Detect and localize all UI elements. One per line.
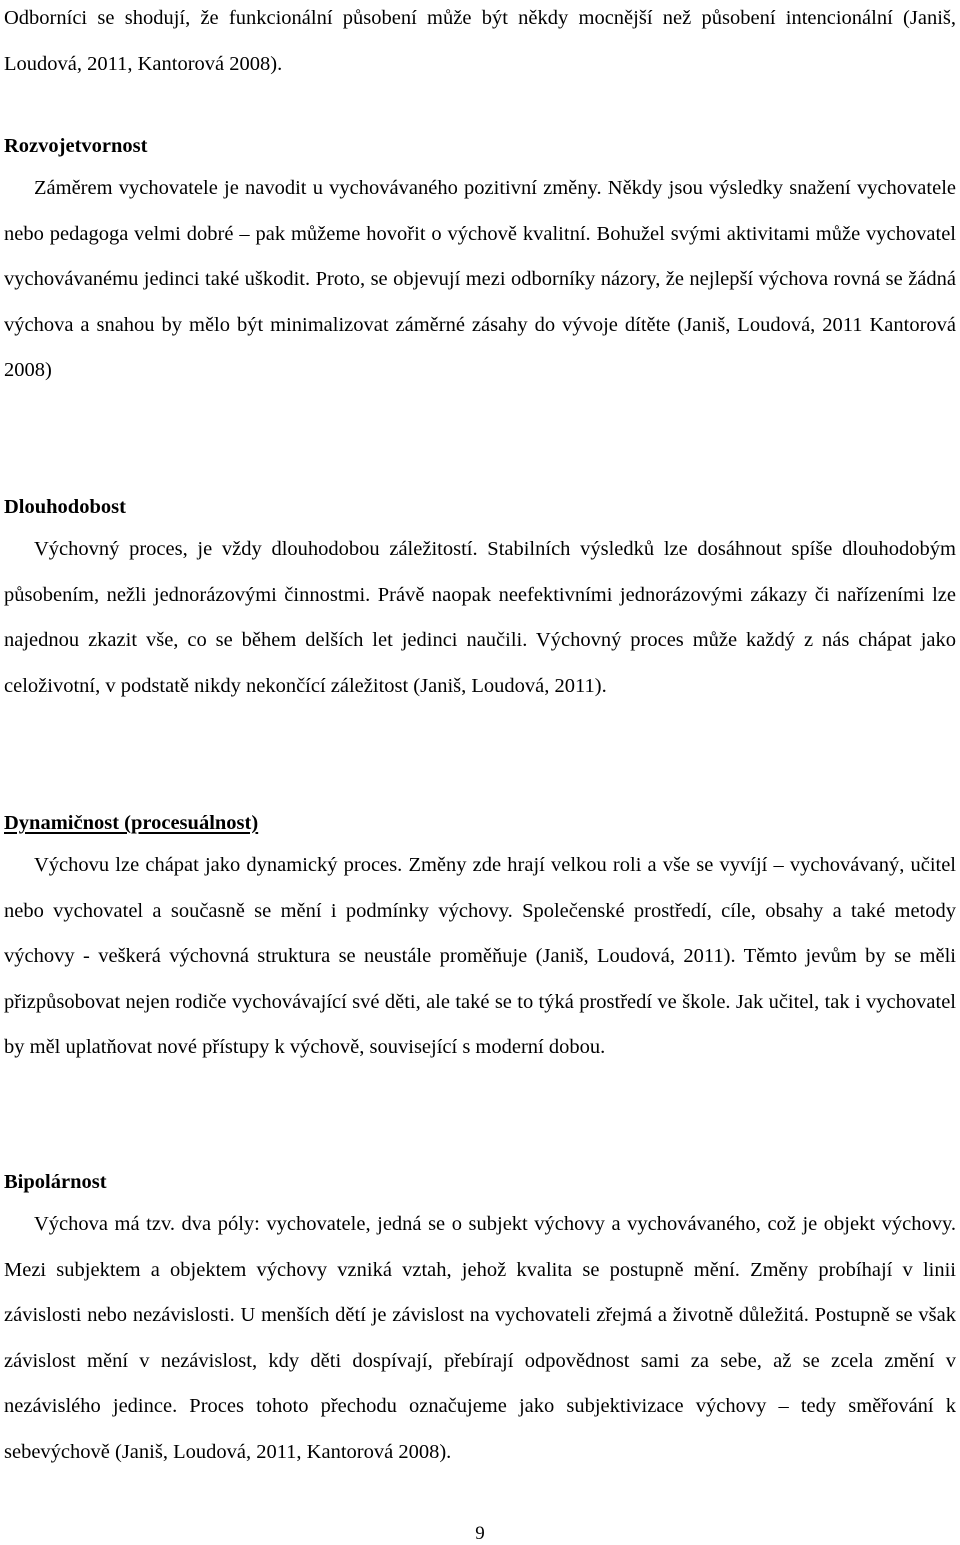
heading-dynamicnost: Dynamičnost (procesuálnost) bbox=[4, 812, 259, 834]
section-dynamicnost bbox=[4, 843, 956, 1071]
intro-paragraph: Odborníci se shodují, že funkcionální působení může být někdy mocnější než působení intencionální (Janiš, Loudová, 2011, Kantorová 2008). bbox=[4, 7, 956, 75]
section-bipolarnost bbox=[4, 1202, 956, 1475]
paragraph-rozvojetvornost: Záměrem vychovatele je navodit u vychovávaného pozitivní změny. Někdy jsou výsledky snažení vychovatele nebo pedagoga velmi dobré – pak můžeme hovořit o výchově kvalitní. Bohužel svými aktivitami může vychovatel vychovávanému jedinci také uškodit. Proto, se objevují mezi odborníky názory, že nejlepší výchova rovná se žádná výchova a snahou by mělo být minimalizovat záměrné zásahy do vývoje dítěte (Janiš, Loudová, 2011 Kantorová 2008) bbox=[4, 177, 956, 381]
section-dlouhodobost bbox=[4, 527, 956, 709]
paragraph-bipolarnost: Výchova má tzv. dva póly: vychovatele, jedná se o subjekt výchovy a vychovávaného, což je objekt výchovy. Mezi subjektem a objektem výchovy vzniká vztah, jehož kvalita se postupně mění. Změny probíhají v linii závislosti nebo nezávislosti. U menších dětí je závislost na vychovateli zřejmá a životně důležitá. Postupně se však závislost mění v nezávislost, kdy děti dospívají, přebírají odpovědnost sami za sebe, až se zcela změní v nezávislého jedince. Proces tohoto přechodu označujeme jako subjektivizace výchovy – tedy směřování k sebevýchově (Janiš, Loudová, 2011, Kantorová 2008). bbox=[4, 1213, 956, 1463]
intro-block bbox=[4, 0, 956, 87]
heading-dlouhodobost: Dlouhodobost bbox=[4, 496, 126, 518]
paragraph-dlouhodobost: Výchovný proces, je vždy dlouhodobou záležitostí. Stabilních výsledků lze dosáhnout spíše dlouhodobým působením, nežli jednorázovými činnostmi. Právě naopak neefektivními jednorázovými zákazy či nařízeními lze najednou zkazit vše, co se během delších let jedinci naučili. Výchovný proces může každý z nás chápat jako celoživotní, v podstatě nikdy nekončící záležitost (Janiš, Loudová, 2011). bbox=[4, 538, 956, 697]
paragraph-dynamicnost: Výchovu lze chápat jako dynamický proces. Změny zde hrají velkou roli a vše se vyvíjí – vychovávaný, učitel nebo vychovatel a současně se mění i podmínky výchovy. Společenské prostředí, cíle, obsahy a také metody výchovy - veškerá výchovná struktura se neustále proměňuje (Janiš, Loudová, 2011). Těmto jevům by se měli přizpůsobovat nejen rodiče vychovávající své děti, ale také se to týká prostředí ve škole. Jak učitel, tak i vychovatel by měl uplatňovat nové přístupy k výchově, související s moderní dobou. bbox=[4, 854, 956, 1058]
heading-rozvojetvornost: Rozvojetvornost bbox=[4, 135, 148, 157]
section-rozvojetvornost bbox=[4, 166, 956, 394]
heading-bipolarnost: Bipolárnost bbox=[4, 1171, 107, 1193]
page-number: 9 bbox=[475, 1523, 485, 1544]
